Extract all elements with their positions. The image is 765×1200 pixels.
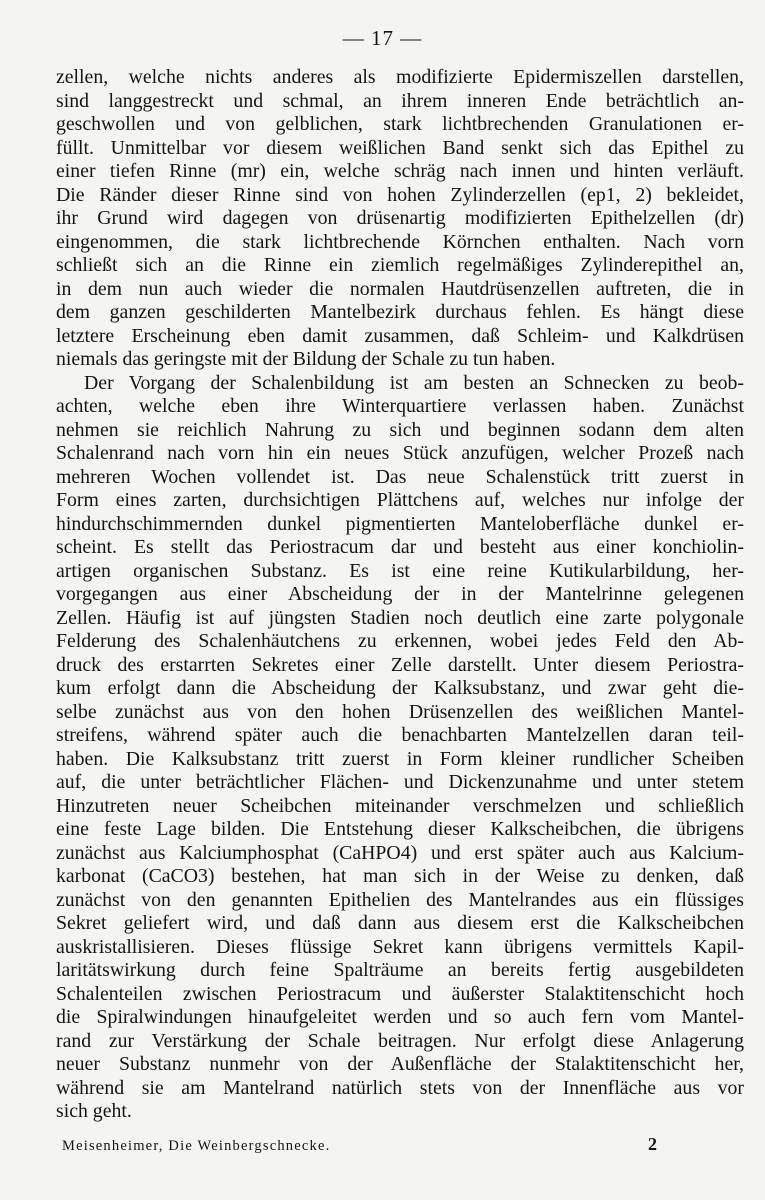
text-line: dem ganzen geschilderten Mantelbezirk durchaus fehlen. Es hängt diese: [56, 301, 744, 323]
text-line: mehreren Wochen vollendet ist. Das neue Schalenstück tritt zuerst in: [56, 465, 744, 488]
text-line: während sie am Mantelrand natürlich stets von der Innenfläche aus vor: [56, 1076, 744, 1099]
text-line: vorgegangen aus einer Abscheidung der in der Mantelrinne gelegenen: [56, 583, 744, 605]
text-line: Schalenteilen zwischen Periostracum und äußerster Stalaktitenschicht hoch: [56, 982, 744, 1005]
text-line: sind langgestreckt und schmal, an ihrem inneren Ende beträchtlich an-: [56, 89, 744, 112]
text-line: nehmen sie reichlich Nahrung zu sich und beginnen sodann dem alten: [56, 418, 744, 441]
text-line: kum erfolgt dann die Abscheidung der Kalksubstanz, und zwar geht die-: [56, 677, 744, 699]
text-line: auf, die unter beträchtlicher Flächen- und Dickenzunahme und unter stetem: [56, 771, 744, 793]
text-line: zunächst von den genannten Epithelien des Mantelrandes aus ein flüssiges: [56, 888, 744, 911]
text-line: Zellen. Häufig ist auf jüngsten Stadien noch deutlich eine zarte polygonale: [56, 606, 744, 629]
text-line: Felderung des Schalenhäutchens zu erkennen, wobei jedes Feld den Ab-: [56, 630, 744, 652]
text-line: druck des erstarrten Sekretes einer Zelle darstellt. Unter diesem Periostra-: [56, 653, 744, 676]
text-line: ihr Grund wird dagegen von drüsenartig modifizierten Epithelzellen (dr): [56, 207, 744, 229]
sheet-mark: 2: [648, 1134, 657, 1154]
text-line: eingenommen, die stark lichtbrechende Körnchen enthalten. Nach vorn: [56, 230, 744, 253]
text-line: Form eines zarten, durchsichtigen Plättchens auf, welches nur infolge der: [56, 489, 744, 511]
text-line: streifens, während später auch die benachbarten Mantelzellen daran teil-: [56, 724, 744, 746]
text-line: Der Vorgang der Schalenbildung ist am besten an Schnecken zu beob-: [84, 371, 744, 394]
text-line: karbonat (CaCO3) bestehen, hat man sich in der Weise zu denken, daß: [56, 865, 744, 887]
text-line: Hinzutreten neuer Scheibchen miteinander verschmelzen und schließlich: [56, 794, 744, 817]
footer-signature: Meisenheimer, Die Weinbergschnecke.: [62, 1138, 331, 1154]
body-text: [56, 66, 744, 1124]
page-number: — 17 —: [342, 26, 423, 50]
text-line: geschwollen und von gelblichen, stark lichtbrechenden Granulationen er-: [56, 113, 744, 135]
text-line: auskristallisieren. Dieses flüssige Sekret kann übrigens vermittels Kapil-: [56, 935, 744, 958]
text-line: achten, welche eben ihre Winterquartiere verlassen haben. Zunächst: [56, 395, 744, 417]
text-line: füllt. Unmittelbar vor diesem weißlichen Band senkt sich das Epithel zu: [56, 136, 744, 159]
text-line: letztere Erscheinung eben damit zusammen, daß Schleim- und Kalkdrüsen: [56, 324, 744, 347]
text-line: scheint. Es stellt das Periostracum dar und besteht aus einer konchiolin-: [56, 536, 744, 558]
text-line: Die Ränder dieser Rinne sind von hohen Zylinderzellen (ep1, 2) bekleidet,: [56, 183, 744, 206]
text-line: neuer Substanz nunmehr von der Außenfläche der Stalaktitenschicht her,: [56, 1053, 744, 1075]
text-line: zunächst aus Kalciumphosphat (CaHPO4) und erst später auch aus Kalcium-: [56, 841, 744, 864]
text-line: eine feste Lage bilden. Die Entstehung dieser Kalkscheibchen, die übrigens: [56, 818, 744, 840]
text-line: einer tiefen Rinne (mr) ein, welche schräg nach innen und hinten verläuft.: [56, 160, 744, 182]
text-line: schließt sich an die Rinne ein ziemlich regelmäßiges Zylinderepithel an,: [56, 254, 744, 276]
text-line: hindurchschimmernden dunkel pigmentierten Manteloberfläche dunkel er-: [56, 512, 744, 535]
text-line: niemals das geringste mit der Bildung der Schale zu tun haben.: [56, 348, 556, 370]
text-line: sich geht.: [56, 1100, 132, 1122]
text-line: laritätswirkung durch feine Spalträume an bereits fertig ausgebildeten: [56, 959, 744, 981]
text-line: haben. Die Kalksubstanz tritt zuerst in Form kleiner rundlicher Scheiben: [56, 747, 744, 770]
text-line: Sekret geliefert wird, und daß dann aus diesem erst die Kalkscheibchen: [56, 912, 744, 934]
text-line: artigen organischen Substanz. Es ist eine reine Kutikularbildung, her-: [56, 559, 744, 582]
text-line: in dem nun auch wieder die normalen Hautdrüsenzellen auftreten, die in: [56, 277, 744, 300]
text-line: zellen, welche nichts anderes als modifizierte Epidermiszellen darstellen,: [56, 66, 744, 88]
text-line: die Spiralwindungen hinaufgeleitet werden und so auch fern vom Mantel-: [56, 1006, 744, 1028]
text-line: Schalenrand nach vorn hin ein neues Stück anzufügen, welcher Prozeß nach: [56, 442, 744, 464]
text-line: rand zur Verstärkung der Schale beitragen. Nur erfolgt diese Anlagerung: [56, 1029, 744, 1052]
text-line: selbe zunächst aus von den hohen Drüsenzellen des weißlichen Mantel-: [56, 700, 744, 723]
